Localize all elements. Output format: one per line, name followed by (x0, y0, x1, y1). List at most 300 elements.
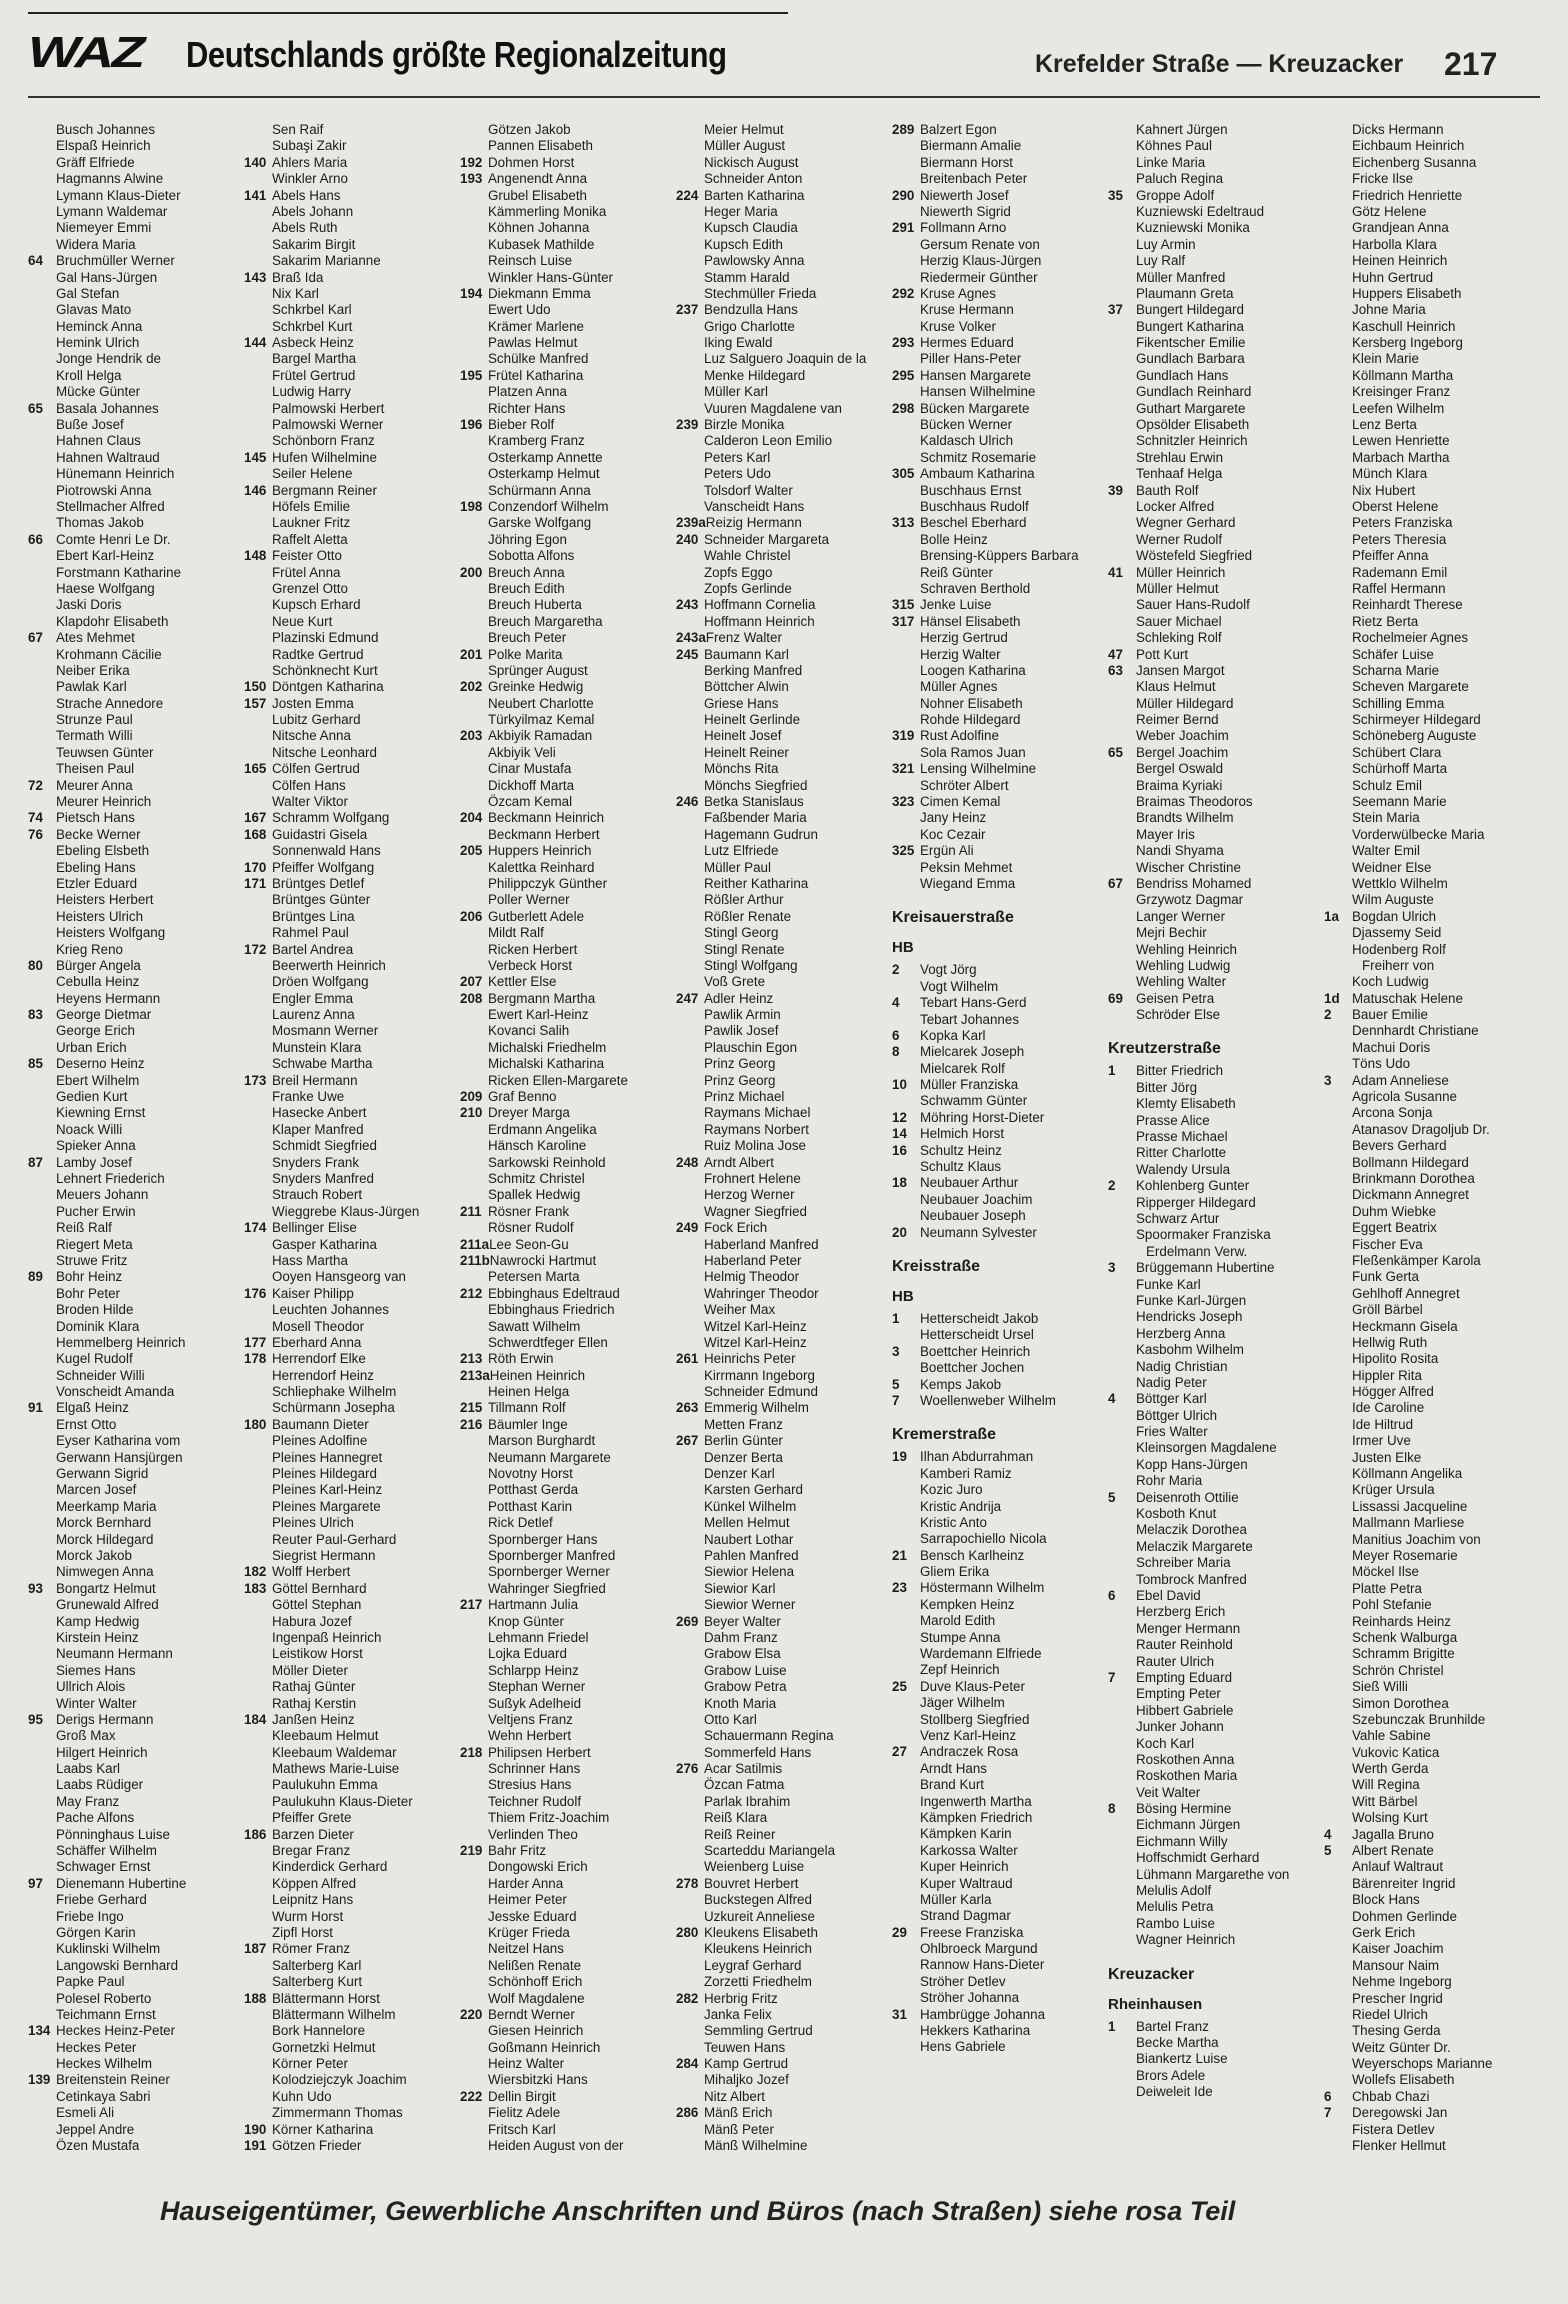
resident-name: Stresius Hans (488, 1777, 572, 1793)
resident-entry (460, 1105, 668, 1121)
resident-entry (460, 745, 668, 761)
resident-entry (1108, 122, 1316, 138)
resident-entry (244, 1876, 452, 1892)
resident-name: Opsölder Elisabeth (1136, 417, 1250, 433)
resident-entry (460, 319, 668, 335)
resident-name: Gröll Bärbel (1352, 1302, 1423, 1318)
resident-entry (892, 1344, 1100, 1360)
resident-entry (244, 1482, 452, 1498)
resident-entry (460, 188, 668, 204)
resident-entry (28, 1400, 236, 1416)
resident-name: Breitenstein Reiner (56, 2072, 170, 2088)
resident-name: Dienemann Hubertine (56, 1875, 187, 1891)
resident-entry (1108, 614, 1316, 630)
resident-entry (1108, 1178, 1316, 1194)
resident-entry (1324, 1581, 1532, 1597)
resident-entry (1108, 1473, 1316, 1489)
resident-name: Luz Salguero Joaquin de la (704, 351, 867, 367)
resident-entry (1324, 1843, 1532, 1859)
resident-name: Reiß Klara (704, 1810, 768, 1826)
resident-entry (892, 1580, 1100, 1596)
resident-entry (892, 1482, 1100, 1498)
resident-name: Kubasek Mathilde (488, 236, 595, 252)
resident-name: Lenz Berta (1352, 417, 1417, 433)
resident-name: Neitzel Hans (488, 1941, 564, 1957)
resident-name: Ide Hiltrud (1352, 1416, 1414, 1432)
house-number: 276 (676, 1761, 699, 1777)
resident-entry (892, 237, 1100, 253)
resident-name: Herzig Gertrud (920, 630, 1008, 646)
resident-name: Gasper Katharina (272, 1236, 377, 1252)
resident-name: Empting Peter (1136, 1686, 1221, 1702)
resident-entry (676, 1450, 884, 1466)
resident-name: Graf Benno (488, 1089, 557, 1105)
resident-entry (676, 565, 884, 581)
resident-entry (28, 1630, 236, 1646)
resident-name: Vuuren Magdalene van (704, 400, 842, 416)
resident-entry (676, 1122, 884, 1138)
resident-entry (1324, 319, 1532, 335)
resident-entry (28, 253, 236, 269)
resident-entry (460, 450, 668, 466)
resident-name: Fries Walter (1136, 1424, 1208, 1440)
resident-entry (460, 1253, 668, 1269)
resident-entry (892, 663, 1100, 679)
resident-entry (28, 384, 236, 400)
resident-entry (1108, 532, 1316, 548)
resident-entry (460, 1810, 668, 1826)
resident-name: Dongowski Erich (488, 1859, 588, 1875)
resident-name: Högger Alfred (1352, 1384, 1434, 1400)
resident-entry (28, 1155, 236, 1171)
resident-name: Calderon Leon Emilio (704, 433, 833, 449)
resident-name: Bevers Gerhard (1352, 1138, 1447, 1154)
resident-entry (676, 1040, 884, 1056)
resident-name: Walter Viktor (272, 794, 348, 810)
resident-entry (1324, 1532, 1532, 1548)
resident-entry (244, 892, 452, 908)
resident-entry (460, 1614, 668, 1630)
resident-entry (244, 1696, 452, 1712)
house-number: 19 (892, 1449, 907, 1465)
resident-entry (244, 614, 452, 630)
resident-entry (676, 1827, 884, 1843)
resident-entry (1108, 1007, 1316, 1023)
resident-entry (28, 565, 236, 581)
resident-entry (28, 548, 236, 564)
resident-name: Dreyer Marga (488, 1105, 570, 1121)
resident-name: Hoffschmidt Gerhard (1136, 1850, 1260, 1866)
resident-name: Stumpe Anna (920, 1629, 1001, 1645)
resident-name: Abels Johann (272, 203, 354, 219)
house-number: 217 (460, 1597, 483, 1613)
resident-name: Bartel Andrea (272, 941, 354, 957)
resident-entry (28, 958, 236, 974)
resident-name: Nix Hubert (1352, 482, 1416, 498)
house-number: 191 (244, 2138, 267, 2154)
resident-name: Wolsing Kurt (1352, 1810, 1428, 1826)
resident-entry (676, 761, 884, 777)
house-number: 184 (244, 1711, 267, 1727)
resident-name: Sobotta Alfons (488, 548, 575, 564)
resident-entry (1324, 614, 1532, 630)
resident-name: Stein Maria (1352, 810, 1420, 826)
resident-name: Braimas Theodoros (1136, 794, 1253, 810)
resident-entry (676, 417, 884, 433)
resident-entry (676, 1499, 884, 1515)
resident-entry (892, 1449, 1100, 1465)
resident-name: Fistera Detlev (1352, 2121, 1435, 2137)
resident-entry (1324, 663, 1532, 679)
resident-entry (244, 1073, 452, 1089)
resident-name: Gersum Renate von (920, 236, 1040, 252)
resident-name: Lee Seon-Gu (489, 1236, 569, 1252)
resident-name: Blättermann Horst (272, 1990, 380, 2006)
resident-entry (676, 1777, 884, 1793)
resident-name: Simon Dorothea (1352, 1695, 1449, 1711)
resident-name: Boettcher Jochen (920, 1360, 1025, 1376)
resident-entry (1324, 2105, 1532, 2121)
house-number: 177 (244, 1334, 267, 1350)
resident-entry (1108, 1867, 1316, 1883)
house-number: 323 (892, 794, 915, 810)
resident-name: Rößler Renate (704, 908, 792, 924)
resident-entry (676, 1892, 884, 1908)
resident-entry (1108, 253, 1316, 269)
resident-entry (1108, 1834, 1316, 1850)
resident-entry (244, 1646, 452, 1662)
resident-name: Erdelmann Verw. (1146, 1243, 1248, 1259)
house-number: 213 (460, 1351, 483, 1367)
resident-name: Witt Bärbel (1352, 1793, 1418, 1809)
resident-entry (1108, 2019, 1316, 2035)
resident-entry (676, 1958, 884, 1974)
resident-entry (460, 1827, 668, 1843)
resident-entry (460, 958, 668, 974)
resident-entry (676, 270, 884, 286)
house-number: 157 (244, 695, 267, 711)
resident-name: Eyser Katharina vom (56, 1433, 181, 1449)
house-number: 140 (244, 154, 267, 170)
resident-entry (1108, 778, 1316, 794)
resident-entry (460, 532, 668, 548)
resident-entry (244, 1056, 452, 1072)
resident-name: Ebeling Elsbeth (56, 843, 150, 859)
resident-name: Ewert Karl-Heinz (488, 1007, 589, 1023)
resident-name: Bargel Martha (272, 351, 357, 367)
resident-name: Beckmann Herbert (488, 826, 600, 842)
resident-entry (1324, 728, 1532, 744)
resident-name: Bolle Heinz (920, 531, 988, 547)
resident-entry (28, 499, 236, 515)
resident-entry (676, 942, 884, 958)
resident-name: Heiden August von der (488, 2138, 624, 2154)
resident-entry (244, 1368, 452, 1384)
house-number: 139 (28, 2072, 51, 2088)
resident-name: Bongartz Helmut (56, 1580, 156, 1596)
resident-entry (1108, 548, 1316, 564)
resident-name: Pleines Hannegret (272, 1449, 383, 1465)
house-number: 3 (1324, 1072, 1332, 1088)
resident-name: Pfeiffer Grete (272, 1810, 352, 1826)
resident-name: Ströher Johanna (920, 1990, 1020, 2006)
resident-entry (460, 1040, 668, 1056)
resident-entry (1108, 286, 1316, 302)
house-number: 289 (892, 122, 915, 137)
resident-entry (1108, 696, 1316, 712)
resident-entry (28, 1745, 236, 1761)
resident-name: Kleinsorgen Magdalene (1136, 1440, 1277, 1456)
resident-name: Fischer Eva (1352, 1236, 1423, 1252)
resident-name: Mejri Bechir (1136, 925, 1207, 941)
house-number: 208 (460, 990, 483, 1006)
resident-name: Heyens Hermann (56, 990, 161, 1006)
resident-entry (244, 728, 452, 744)
resident-entry (676, 647, 884, 663)
resident-entry (1324, 2040, 1532, 2056)
resident-entry (28, 138, 236, 154)
house-number: 69 (1108, 990, 1123, 1006)
resident-entry (244, 860, 452, 876)
resident-entry (676, 2007, 884, 2023)
resident-name: Heinelt Josef (704, 728, 782, 744)
resident-entry (1108, 1588, 1316, 1604)
resident-entry (460, 679, 668, 695)
resident-entry (1324, 647, 1532, 663)
resident-entry (676, 483, 884, 499)
resident-entry (1108, 1375, 1316, 1391)
resident-entry (460, 302, 668, 318)
house-number: 76 (28, 826, 43, 842)
resident-name: Gornetzki Helmut (272, 2039, 376, 2055)
resident-entry (244, 1925, 452, 1941)
resident-name: Snyders Frank (272, 1154, 360, 1170)
resident-name: Winkler Hans-Günter (488, 269, 614, 285)
resident-name: Hoffmann Heinrich (704, 613, 815, 629)
resident-name: Oberst Helene (1352, 498, 1439, 514)
resident-name: Brand Kurt (920, 1777, 985, 1793)
resident-name: Ide Caroline (1352, 1400, 1425, 1416)
resident-entry (1324, 892, 1532, 908)
resident-name: Kupsch Claudia (704, 220, 798, 236)
resident-entry (676, 1023, 884, 1039)
resident-entry (1108, 401, 1316, 417)
resident-name: Bohr Peter (56, 1285, 121, 1301)
resident-name: Friedrich Henriette (1352, 187, 1463, 203)
resident-name: Kirrmann Ingeborg (704, 1367, 815, 1383)
resident-entry (676, 614, 884, 630)
resident-name: Brüntges Lina (272, 908, 355, 924)
resident-entry (1324, 581, 1532, 597)
street-heading: Kreisauerstraße (892, 909, 1014, 927)
resident-entry (28, 1040, 236, 1056)
resident-entry (28, 581, 236, 597)
resident-entry (892, 2023, 1100, 2039)
resident-name: Jagalla Bruno (1352, 1826, 1434, 1842)
resident-entry (1324, 433, 1532, 449)
resident-entry (460, 515, 668, 531)
resident-entry (460, 2056, 668, 2072)
resident-entry (460, 1220, 668, 1236)
resident-entry (892, 499, 1100, 515)
resident-name: Tombrock Manfred (1136, 1571, 1247, 1587)
resident-name: Schmitz Rosemarie (920, 449, 1037, 465)
resident-name: Klemty Elisabeth (1136, 1096, 1236, 1112)
resident-name: Hänsch Karoline (488, 1138, 587, 1154)
resident-entry (1108, 663, 1316, 679)
resident-entry (28, 1056, 236, 1072)
resident-name: Beschel Eberhard (920, 515, 1027, 531)
resident-name: Strauch Robert (272, 1187, 363, 1203)
resident-entry (460, 122, 668, 138)
resident-name: Mellen Helmut (704, 1515, 790, 1531)
resident-name: Kuzniewski Edeltraud (1136, 203, 1265, 219)
resident-entry (676, 1614, 884, 1630)
resident-entry (28, 1171, 236, 1187)
resident-entry (244, 1745, 452, 1761)
resident-name: Haberland Peter (704, 1252, 802, 1268)
resident-entry (676, 1974, 884, 1990)
resident-name: Paluch Regina (1136, 171, 1224, 187)
resident-entry (244, 810, 452, 826)
resident-entry (1108, 1162, 1316, 1178)
resident-name: Wieggrebe Klaus-Jürgen (272, 1203, 420, 1219)
resident-name: Erdmann Angelika (488, 1121, 597, 1137)
house-number: 205 (460, 843, 483, 859)
resident-entry (28, 2056, 236, 2072)
resident-name: Stollberg Siegfried (920, 1711, 1030, 1727)
resident-entry (1324, 1761, 1532, 1777)
resident-entry (1108, 1719, 1316, 1735)
resident-entry (1108, 1457, 1316, 1473)
resident-name: Böttger Karl (1136, 1391, 1207, 1407)
resident-name: Hemmelberg Heinrich (56, 1334, 186, 1350)
resident-name: Pawlowsky Anna (704, 253, 805, 269)
resident-name: Junker Johann (1136, 1719, 1224, 1735)
resident-name: Dröen Wolfgang (272, 974, 369, 990)
resident-name: Thesing Gerda (1352, 2023, 1441, 2039)
resident-name: Bergel Joachim (1136, 744, 1229, 760)
resident-entry (892, 286, 1100, 302)
resident-name: Kohlenberg Gunter (1136, 1178, 1250, 1194)
resident-name: Busch Johannes (56, 122, 156, 137)
resident-name: Ates Mehmet (56, 630, 135, 646)
house-number: 4 (1108, 1391, 1116, 1407)
resident-entry (244, 384, 452, 400)
resident-entry (28, 909, 236, 925)
resident-entry (28, 1614, 236, 1630)
resident-name: Cebulla Heinz (56, 974, 140, 990)
resident-name: Vonscheidt Amanda (56, 1384, 175, 1400)
resident-entry (1324, 532, 1532, 548)
resident-name: Meyer Rosemarie (1352, 1547, 1458, 1563)
resident-name: Funk Gerta (1352, 1269, 1419, 1285)
resident-entry (244, 565, 452, 581)
resident-entry (28, 1138, 236, 1154)
resident-entry (892, 1810, 1100, 1826)
resident-name: Leipnitz Hans (272, 1892, 354, 1908)
resident-name: Hahnen Claus (56, 433, 141, 449)
resident-entry (28, 1335, 236, 1351)
resident-entry (676, 1368, 884, 1384)
resident-name: Langowski Bernhard (56, 1957, 179, 1973)
resident-name: Chbab Chazi (1352, 2088, 1430, 2104)
resident-name: Luy Ralf (1136, 253, 1186, 269)
resident-entry (676, 1400, 884, 1416)
resident-name: Eichmann Jürgen (1136, 1817, 1241, 1833)
resident-entry (1324, 1859, 1532, 1875)
resident-name: Wiegand Emma (920, 875, 1016, 891)
resident-name: Metten Franz (704, 1416, 783, 1432)
resident-entry (1108, 1539, 1316, 1555)
resident-entry (1108, 1752, 1316, 1768)
resident-entry (676, 384, 884, 400)
resident-entry (1108, 515, 1316, 531)
resident-entry (244, 1155, 452, 1171)
resident-name: Giesen Heinrich (488, 2023, 584, 2039)
resident-entry (676, 171, 884, 187)
resident-name: Machui Doris (1352, 1039, 1431, 1055)
resident-entry (28, 351, 236, 367)
resident-name: Philipsen Herbert (488, 1744, 591, 1760)
resident-entry (892, 860, 1100, 876)
resident-entry (460, 1122, 668, 1138)
resident-entry (892, 1957, 1100, 1973)
resident-name: Köhnes Paul (1136, 138, 1212, 154)
resident-name: Rademann Emil (1352, 564, 1448, 580)
resident-name: Riedermeir Günther (920, 269, 1038, 285)
resident-entry (676, 860, 884, 876)
resident-entry (1324, 351, 1532, 367)
resident-entry (244, 335, 452, 351)
resident-name: Beerwerth Heinrich (272, 957, 386, 973)
house-number: 298 (892, 400, 915, 416)
resident-name: Schönknecht Kurt (272, 662, 378, 678)
resident-name: Reither Katharina (704, 875, 809, 891)
resident-name: Kaldasch Ulrich (920, 433, 1014, 449)
resident-entry (460, 974, 668, 990)
resident-name: Klapdohr Elisabeth (56, 613, 169, 629)
house-number: 170 (244, 859, 267, 875)
resident-entry (892, 319, 1100, 335)
resident-name: Grabow Elsa (704, 1646, 781, 1662)
resident-entry (1324, 204, 1532, 220)
footer-note: Hauseigentümer, Gewerbliche Anschriften und Büros (nach Straßen) siehe rosa Teil (160, 2196, 1236, 2226)
resident-name: Niewerth Sigrid (920, 203, 1011, 219)
resident-name: Türkyilmaz Kemal (488, 712, 595, 728)
house-number: 12 (892, 1109, 907, 1125)
resident-entry (1324, 1368, 1532, 1384)
resident-entry (244, 1663, 452, 1679)
house-number: 5 (1324, 1843, 1332, 1859)
house-number: 80 (28, 957, 43, 973)
resident-name: May Franz (56, 1793, 120, 1809)
resident-entry (28, 2122, 236, 2138)
resident-name: Sieß Willi (1352, 1679, 1408, 1695)
resident-entry (892, 253, 1100, 269)
directory-column (244, 122, 452, 2154)
resident-entry (28, 745, 236, 761)
resident-name: Herzberg Anna (1136, 1325, 1226, 1341)
resident-entry (1324, 1351, 1532, 1367)
resident-entry (28, 417, 236, 433)
house-number: 65 (28, 400, 43, 416)
resident-entry (1324, 155, 1532, 171)
resident-entry (28, 450, 236, 466)
resident-entry (244, 1040, 452, 1056)
resident-name: Betka Stanislaus (704, 794, 804, 810)
resident-name: Heckes Peter (56, 2039, 137, 2055)
